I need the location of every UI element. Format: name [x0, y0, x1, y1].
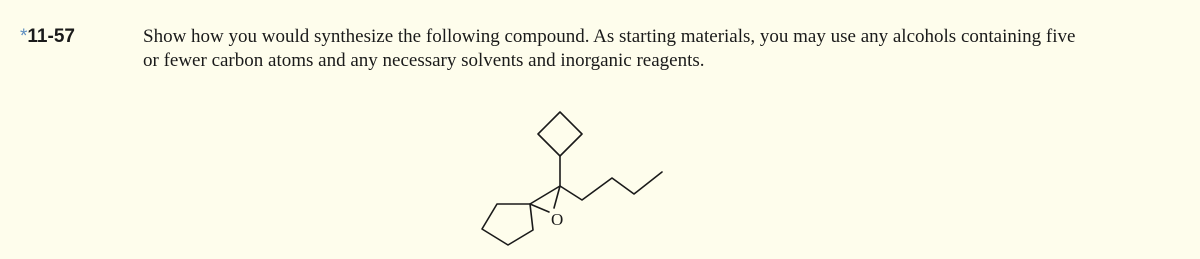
- problem-number-label: 11-57: [27, 26, 75, 47]
- cyclopentane-ring: [482, 204, 533, 245]
- compound-structure: [470, 108, 700, 248]
- problem-statement-line-2: or fewer carbon atoms and any necessary solvents and inorganic reagents.: [143, 50, 705, 71]
- skeletal-formula: [470, 108, 700, 248]
- alkyl-chain: [560, 172, 662, 200]
- problem-statement-line-1: Show how you would synthesize the following compound. As starting materials, you may use any alcohols containing five: [143, 26, 1076, 47]
- problem-statement: [143, 25, 1188, 73]
- problem-number: [20, 26, 75, 48]
- oxygen-atom-label: O: [551, 210, 564, 229]
- starred-problem-marker: *: [20, 26, 28, 47]
- epoxide-bond-c1-o: [530, 204, 549, 212]
- cyclobutane-ring: [538, 112, 582, 156]
